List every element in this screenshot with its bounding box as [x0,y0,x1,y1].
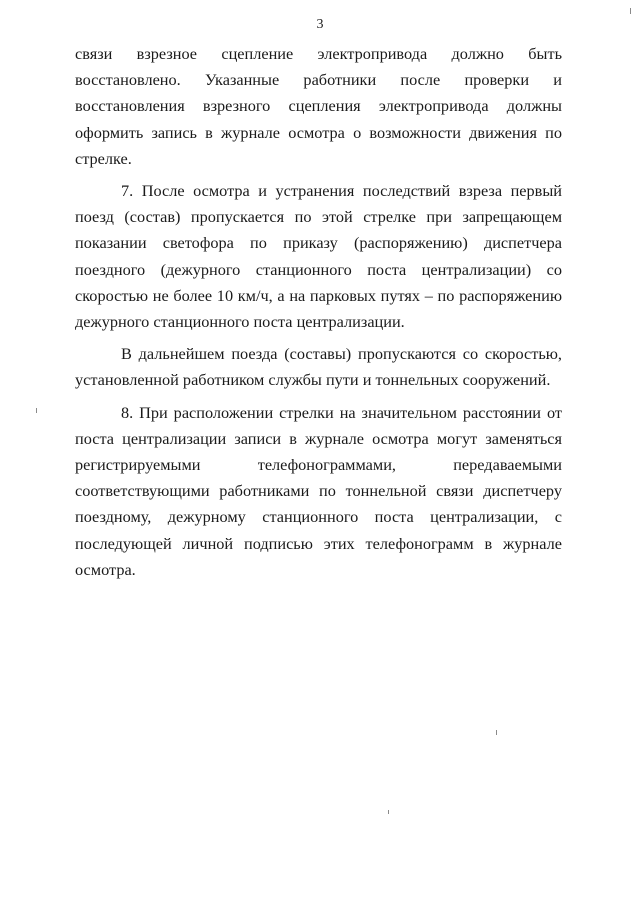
page-number: 3 [316,17,324,32]
scan-mark-top-right [630,8,631,14]
paragraph-item-7: 7. После осмотра и устранения последствий взреза первый поезд (состав) пропускается по этой стрелке при запрещающем показании светофора по приказу (распоряжению) диспетчера поездного (дежурного станционного поста централизации) со скоростью не более 10 км/ч, а на парковых путях – по распоряжению дежурного станционного поста централизации. [75,181,562,332]
paragraph-continuation: связи взрезное сцепление электропривода должно быть восстановлено. Указанные работники после проверки и восстановления взрезного сцепления электропривода должны оформить запись в журнале осмотра о возможности движения по стрелке. [75,44,562,168]
paragraph-speed-note: В дальнейшем поезда (составы) пропускаются со скоростью, установленной работником службы пути и тоннельных сооружений. [75,344,562,390]
document-body [75,41,562,583]
scan-mark-right [496,730,497,735]
scan-mark-bottom [388,810,389,814]
paragraph-item-8: 8. При расположении стрелки на значительном расстоянии от поста централизации записи в журнале осмотра могут заменяться регистрируемыми телефонограммами, передаваемыми соответствующими работниками по тоннельной связи диспетчеру поездному, дежурному станционного поста централизации, с последующей личной подписью этих телефонограмм в журнале осмотра. [75,402,562,579]
scan-mark-left [36,408,37,413]
